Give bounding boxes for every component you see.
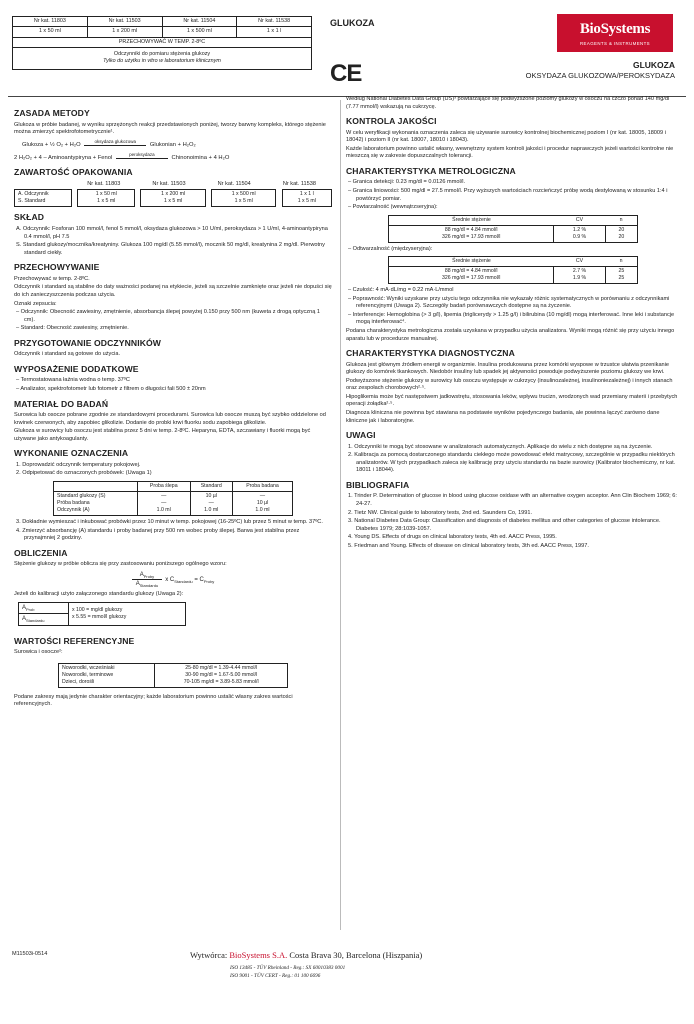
paragraph: Podwyższone stężenie glukozy w surowicy lub osoczu występuje w cukrzycy (insulinozależnej, insulinoniezależnej) i innych stanach oraz zespołach chorobowych²·⁵.: [346, 377, 673, 392]
paragraph: Diagnoza kliniczna nie powinna być stawiana na podstawie wyników pojedynczego badania, ale powinna łączyć zarówno dane kliniczne jak i laboratoryjne.: [346, 410, 660, 424]
list-item: – Analizator, spektrofotometr lub fotometr z filtrem o długości fali 500 ± 20nm: [16, 385, 206, 392]
pack-head-cell: Nr kat. 11538: [282, 180, 316, 187]
paragraph: Podane zakresy mają jedynie charakter orientacyjny; każde laboratorium powinno ustalić własny zakres wartości referencyjnych.: [14, 693, 293, 708]
prec-conc: 88 mg/dl = 4.84 mmol/l 326 mg/dl = 17.93 mmol/l: [389, 225, 554, 242]
section-title: PRZYGOTOWANIE ODCZYNNIKÓW: [14, 337, 162, 348]
usage-note-line1: Odczynniki do pomiaru stężenia glukozy: [113, 51, 211, 58]
prec-conc: 88 mg/dl = 4.84 mmol/l 326 mg/dl = 17.93 mmol/l: [389, 267, 554, 284]
reaction-products: Chinonoimina + 4 H₂O: [171, 154, 230, 161]
list-item: – Odtwarzalność (międzyseryjna):: [348, 245, 433, 252]
section-title: KONTROLA JAKOŚCI: [346, 116, 437, 127]
paragraph: Każde laboratorium powinno ustalić własny, wewnętrzny system kontroli jakości i procedur naprawczych jeżeli wartości kontrolne nie mieszczą się w zakresie dopuszczalnych tolerancji.: [346, 145, 674, 160]
pack-head-cell: Nr kat. 11504: [217, 180, 251, 187]
procedure-table: [53, 481, 293, 516]
section-title: WYPOSAŻENIE DODATKOWE: [14, 363, 139, 374]
column-divider: [340, 100, 341, 930]
prec-cv: 2.7 % 1.9 %: [554, 267, 605, 284]
section-title: UWAGI: [346, 430, 376, 441]
cat-size: 1 x 500 ml: [162, 27, 237, 37]
prec-n: 25 25: [605, 267, 637, 284]
cat-size: 1 x 200 ml: [87, 27, 162, 37]
list-item: – Termostatowana łaźnia wodna o temp. 37ºC: [16, 377, 130, 384]
prec-head: n: [619, 216, 623, 223]
formula-rhs: x $C_{Standardu} = C_{Proby}$: [165, 576, 215, 584]
proc-sample: — 10 µl 1.0 ml: [232, 492, 292, 516]
logo-name: BioSystems: [579, 21, 651, 37]
calc-numerator: $A_{Prob}$: [19, 602, 69, 614]
storage-note: PRZECHOWYWAĆ W TEMP. 2-8ºC: [13, 37, 312, 47]
cat-size: 1 x 1 l: [237, 27, 312, 37]
proc-labels: Standard glukozy (S) Próba badana Odczynnik (A): [54, 492, 138, 516]
right-column: [346, 96, 680, 551]
paragraph: Według National Diabetes Data Group (US)³ powtarzające się podwyższone poziomy glukozy w osoczu na czczo ponad 140 mg/dl (7.77 mmol/l) wskazują na cukrzycę.: [346, 96, 670, 110]
section-title: MATERIAŁ DO BADAŃ: [14, 398, 109, 409]
section-title: ZAWARTOŚĆ OPAKOWANIA: [14, 167, 133, 178]
proc-head: Standard: [190, 481, 232, 491]
section-title: PRZECHOWYWANIE: [14, 262, 100, 273]
reaction-2: [14, 152, 332, 163]
section-title: CHARAKTERYSTYKA METROLOGICZNA: [346, 165, 516, 176]
section-title: CHARAKTERYSTYKA DIAGNOSTYCZNA: [346, 348, 515, 359]
paragraph: S. Standard glukozy/mocznika/kreatyniny. Glukoza 100 mg/dl (5.55 mmol/l), mocznik 50 mg/dl, kreatynina 2 mg/dl. Pierwotny standard ciekły.: [16, 242, 325, 256]
cat-number: Nr kat. 11503: [87, 17, 162, 27]
reference-item: 1. Trinder P. Determination of glucose in blood using glucose oxidase with an alternative oxygen acceptor. Ann Clin Biochem 1969; 6: 24-27.: [348, 493, 677, 508]
repeatability-table: [388, 215, 638, 243]
biosystems-logo: [557, 14, 673, 52]
list-item: 4. Zmierzyć absorbancję (A) standardu i proby badanej przy 500 nm wobec proby ślepej. Barwa jest stabilna przez przynajmniej 2 godziny.: [16, 527, 300, 542]
header-title: GLUKOZA: [330, 18, 375, 28]
list-item: – Interferencje: Hemoglobina (> 3 g/l), lipemia (triglicerydy > 1.25 g/l) i bilirubina (10 mg/dl) mogą interferować. Inne leki i substancje mogą interferować⁴.: [348, 311, 675, 326]
left-column: [14, 108, 332, 710]
reference-item: 4. Young DS. Effects of drugs on clinical laboratory tests, 4th ed. AACC Press, 1995.: [348, 534, 557, 541]
paragraph: Surowica lub osocze pobrane zgodnie ze standardowymi procedurami. Surowica lub osocze muszą być szybko oddzielone od krwinek czerwonych, aby zapobiec glikolizie. Dodanie do probki krwi fluorku sodu zapobiega glikolizie.: [14, 412, 326, 426]
proc-blank: — — 1.0 ml: [137, 492, 190, 516]
paragraph: Podana charakterystyka metrologiczna została uzyskana w przypadku użycia analizatora. Wyniki mogą różnić się przy użyciu innego aparatu lub w procedurze manualnej.: [346, 328, 675, 342]
paragraph: A. Odczynnik: Fosforan 100 mmol/l, fenol 5 mmol/l, oksydaza glukozowa > 10 U/ml, peroksydaza > 1 U/ml, 4-aminoantypiryna 0.4 mmol/l, pH 7.5: [16, 226, 328, 240]
iso-13485: ISO 13485 - TÜV Rheinland - Reg.: SX 60010383 0001: [230, 965, 346, 971]
cat-size: 1 x 50 ml: [13, 27, 88, 37]
pack-head-cell: Nr kat. 11803: [87, 180, 121, 187]
list-item: – Odczynnik: Obecność zawiesiny, zmętnienie, absorbancja ślepej powyżej 0.150 przy 500 nm (kuweta z drogą optyczną 1 cm).: [16, 309, 320, 323]
list-item: 1. Odczynniki te mogą być stosowane w analizatorach automatycznych. Aplikacje do wielu z nich dostępne są na życzenie.: [348, 443, 653, 450]
paragraph: Surowica i osocze²:: [14, 649, 63, 656]
list-item: – Standard: Obecność zawiesiny, zmętnienie.: [16, 325, 129, 332]
list-item: 3. Dokładnie wymieszać i inkubować probówki przez 10 minut w temp. pokojowej (16-25ºC) lub przez 5 minut w temp. 37ºC.: [16, 519, 323, 526]
section-title: WARTOŚCI REFERENCYJNE: [14, 635, 135, 646]
pack-table: [14, 189, 332, 207]
catalogue-numbers-row: [13, 17, 312, 27]
paragraph: Stężenie glukozy w próbie oblicza się przy zastosowaniu poniższego ogólnego wzoru:: [14, 561, 227, 568]
pack-cell: 1 x 200 ml 1 x 5 ml: [141, 190, 205, 207]
prec-head: Średnie stężenie: [452, 258, 491, 265]
prec-n: 20 20: [605, 225, 637, 242]
reference-item: 2. Tietz NW. Clinical guide to laboratory tests, 2nd ed. Saunders Co, 1991.: [348, 509, 533, 516]
section-title: BIBLIOGRAFIA: [346, 479, 410, 490]
manufacturer: [190, 950, 630, 961]
cat-number: Nr kat. 11538: [237, 17, 312, 27]
ref-labels: Noworodki, wcześniaki Noworodki, terminowe Dzieci, dorośli: [59, 663, 155, 687]
reference-table: [58, 663, 288, 688]
list-item: 2. Kalibracja za pomocą dostarczonego standardu ciekłego może powodować efekt matrycowy, szczególnie w przypadku niektórych analizatorów. W tych przypadkach zaleca się kalibrację przy użyciu standardu na bazie surowicy (Kalibrator biochemiczny, nr kat. 18011 i 18044).: [348, 452, 676, 474]
logo-tagline: REAGENTS & INSTRUMENTS: [579, 41, 651, 47]
reaction-arrow: oksydaza glukozowa: [84, 139, 146, 146]
iso-9001: ISO 9001 - TÜV CERT - Reg.: 01 100 6696: [230, 972, 321, 979]
formula-denominator: $A_{Standardu}$: [135, 581, 159, 589]
list-item: – Powtarzalność (wewnątrzseryjna):: [348, 204, 438, 211]
reaction-arrow: peroksydaza: [116, 152, 168, 159]
product-method: OKSYDAZA GLUKOZOWA/PEROKSYDAZA: [525, 71, 675, 80]
prec-head: n: [619, 258, 623, 265]
section-title: OBLICZENIA: [14, 547, 68, 558]
paragraph: Przechowywać w temp. 2-8ºC.: [14, 275, 90, 282]
prec-cv: 1.2 % 0.9 %: [554, 225, 605, 242]
paragraph: W celu weryfikacji wykonania oznaczenia zaleca się używanie surowicy kontrolnej biochemicznej poziom I (nr kat. 18005, 18009 i 18042) i poziom II (nr kat. 18007, 18010 i 18043).: [346, 129, 666, 144]
paragraph: Oznaki zepsucia:: [14, 300, 57, 307]
formula-general: [132, 571, 215, 589]
reference-item: 3. National Diabetes Data Group: Classification and diagnosis of diabetes mellitus and other categories of glucose intolerance. Diabetes 1979; 28:1039-1057.: [348, 518, 661, 532]
usage-note: [13, 47, 312, 69]
reaction-reactants: 2 H₂O₂ + 4 – Aminoantypiryna + Fenol: [14, 154, 113, 161]
cat-number: Nr kat. 11504: [162, 17, 237, 27]
formula-calibration: [18, 602, 186, 626]
ce-mark: CE: [330, 60, 362, 87]
list-item: – Czułość: 4 mA·dL/mg = 0.22 mA·L/mmol: [348, 287, 454, 294]
pack-head-cell: Nr kat. 11503: [152, 180, 186, 187]
paragraph: Glukoza jest głównym źródłem energii w organizmie. Insulina produkowana przez komórki wyspowe w trzustce ułatwia przenikanie glukozy do komórek tkankowych. Niedobór insuliny lub spadek jej aktywności powoduje podwyższenie poziomu glukozy we krwi.: [346, 361, 670, 376]
document-code: M11503i-0514: [12, 951, 48, 957]
calc-results: x 100 = mg/dl glukozy x 5.55 = mmol/l glukozy: [69, 602, 186, 625]
reaction-products: Glukonian + H₂O₂: [149, 141, 196, 148]
usage-note-line2: Tylko do użytku in vitro w laboratorium klinicznym: [103, 58, 221, 65]
iso-certifications: [230, 965, 530, 981]
paragraph: Odczynnik i standard są gotowe do użycia.: [14, 351, 121, 358]
manufacturer-prefix: Wytwórca:: [190, 950, 228, 960]
paragraph: Odczynnik i standard są stabilne do daty ważności podanej na etykiecie, jeżeli są szczelnie zamknięte oraz jeżeli nie dopuści się do ich zanieczyszczenia podczas użycia.: [14, 284, 332, 298]
pack-cell: 1 x 1 l 1 x 5 ml: [282, 190, 331, 207]
reaction-1: [22, 139, 332, 150]
manufacturer-name: BioSystems S.A.: [229, 950, 288, 960]
pack-label: S. Standard: [18, 198, 46, 205]
list-item: – Poprawność: Wyniki uzyskane przy użyciu tego odczynnika nie wykazały różnic systematycznych w porównaniu z odczynnikami referencyjnymi (Uwaga 2). Szczegóły badań porównawczych dostępne są na życzenie.: [348, 295, 670, 310]
prec-head: CV: [575, 258, 584, 265]
prec-head: Średnie stężenie: [452, 216, 491, 223]
reaction-reactants: Glukoza + ½ O₂ + H₂O: [22, 141, 81, 148]
reproducibility-table: [388, 256, 638, 284]
proc-head: Proba badana: [232, 481, 292, 491]
proc-standard: 10 µl — 1.0 ml: [190, 492, 232, 516]
pack-header: [14, 181, 332, 189]
paragraph: Glukoza w surowicy lub osoczu jest stabilna przez 5 dni w temp. 2-8ºC. Heparyna, EDTA, szczawiany i fluorki mogą być używane jako antykoagulanty.: [14, 428, 311, 442]
cat-number: Nr kat. 11803: [13, 17, 88, 27]
pack-cell: 1 x 50 ml 1 x 5 ml: [78, 190, 135, 207]
formula-numerator: $A_{Proby}$: [132, 571, 162, 580]
catalogue-table: [12, 16, 312, 70]
product-name: GLUKOZA: [632, 60, 675, 70]
proc-head: Proba ślepa: [137, 481, 190, 491]
list-item: – Granica liniowości: 500 mg/dl = 27.5 mmol/l. Przy wyższych wartościach rozcieńczyć próbę wodą destylowaną w stosunku 1:4 i powtórzyć pomiar.: [348, 188, 668, 202]
section-title: SKŁAD: [14, 212, 45, 223]
ref-values: 25-80 mg/dl = 1.39-4.44 mmol/l 30-90 mg/dl = 1.67-5.00 mmol/l 70-105 mg/dl = 3.89-5.83 mmol/l: [155, 663, 288, 687]
calc-denominator: $A_{Standardu}$: [22, 616, 45, 624]
paragraph: Hipoglikemia może być następstwem jadłowstrętu, stosowania leków, wpływu trucizn, wrodzonych wad przemiany materii i przebytych operacji żołądka²·⁵.: [346, 393, 678, 408]
list-item: 1. Doprowadzić odczynnik temperatury pokojowej.: [16, 461, 141, 468]
section-title: ZASADA METODY: [14, 108, 90, 118]
list-item: 2. Odpipetować do oznaczonych probówek: (Uwaga 1): [16, 470, 152, 477]
pack-label: A. Odczynnik: [18, 191, 49, 198]
paragraph: Glukoza w próbie badanej, w wyniku sprzężonych reakcji przedstawionych poniżej, tworzy barwny kompleks, którego stężenie można zmierzyć spektrofotometrycznie¹.: [14, 121, 326, 136]
section-title: WYKONANIE OZNACZENIA: [14, 448, 129, 459]
pack-head-cell: [14, 181, 71, 189]
prec-head: CV: [575, 216, 584, 223]
manufacturer-address: Costa Brava 30, Barcelona (Hiszpania): [289, 950, 423, 960]
catalogue-sizes-row: [13, 27, 312, 37]
pack-row-labels: [15, 190, 72, 207]
pack-cell: 1 x 500 ml 1 x 5 ml: [212, 190, 276, 207]
list-item: – Granica detekcji: 0.23 mg/dl = 0.0126 mmol/l.: [348, 179, 466, 186]
paragraph: Jeżeli do kalibracji użyto załączonego standardu glukozy (Uwaga 2):: [14, 590, 184, 597]
reference-item: 5. Friedman and Young. Effects of disease on clinical laboratory tests, 3th ed. AACC Press, 1997.: [348, 542, 589, 549]
